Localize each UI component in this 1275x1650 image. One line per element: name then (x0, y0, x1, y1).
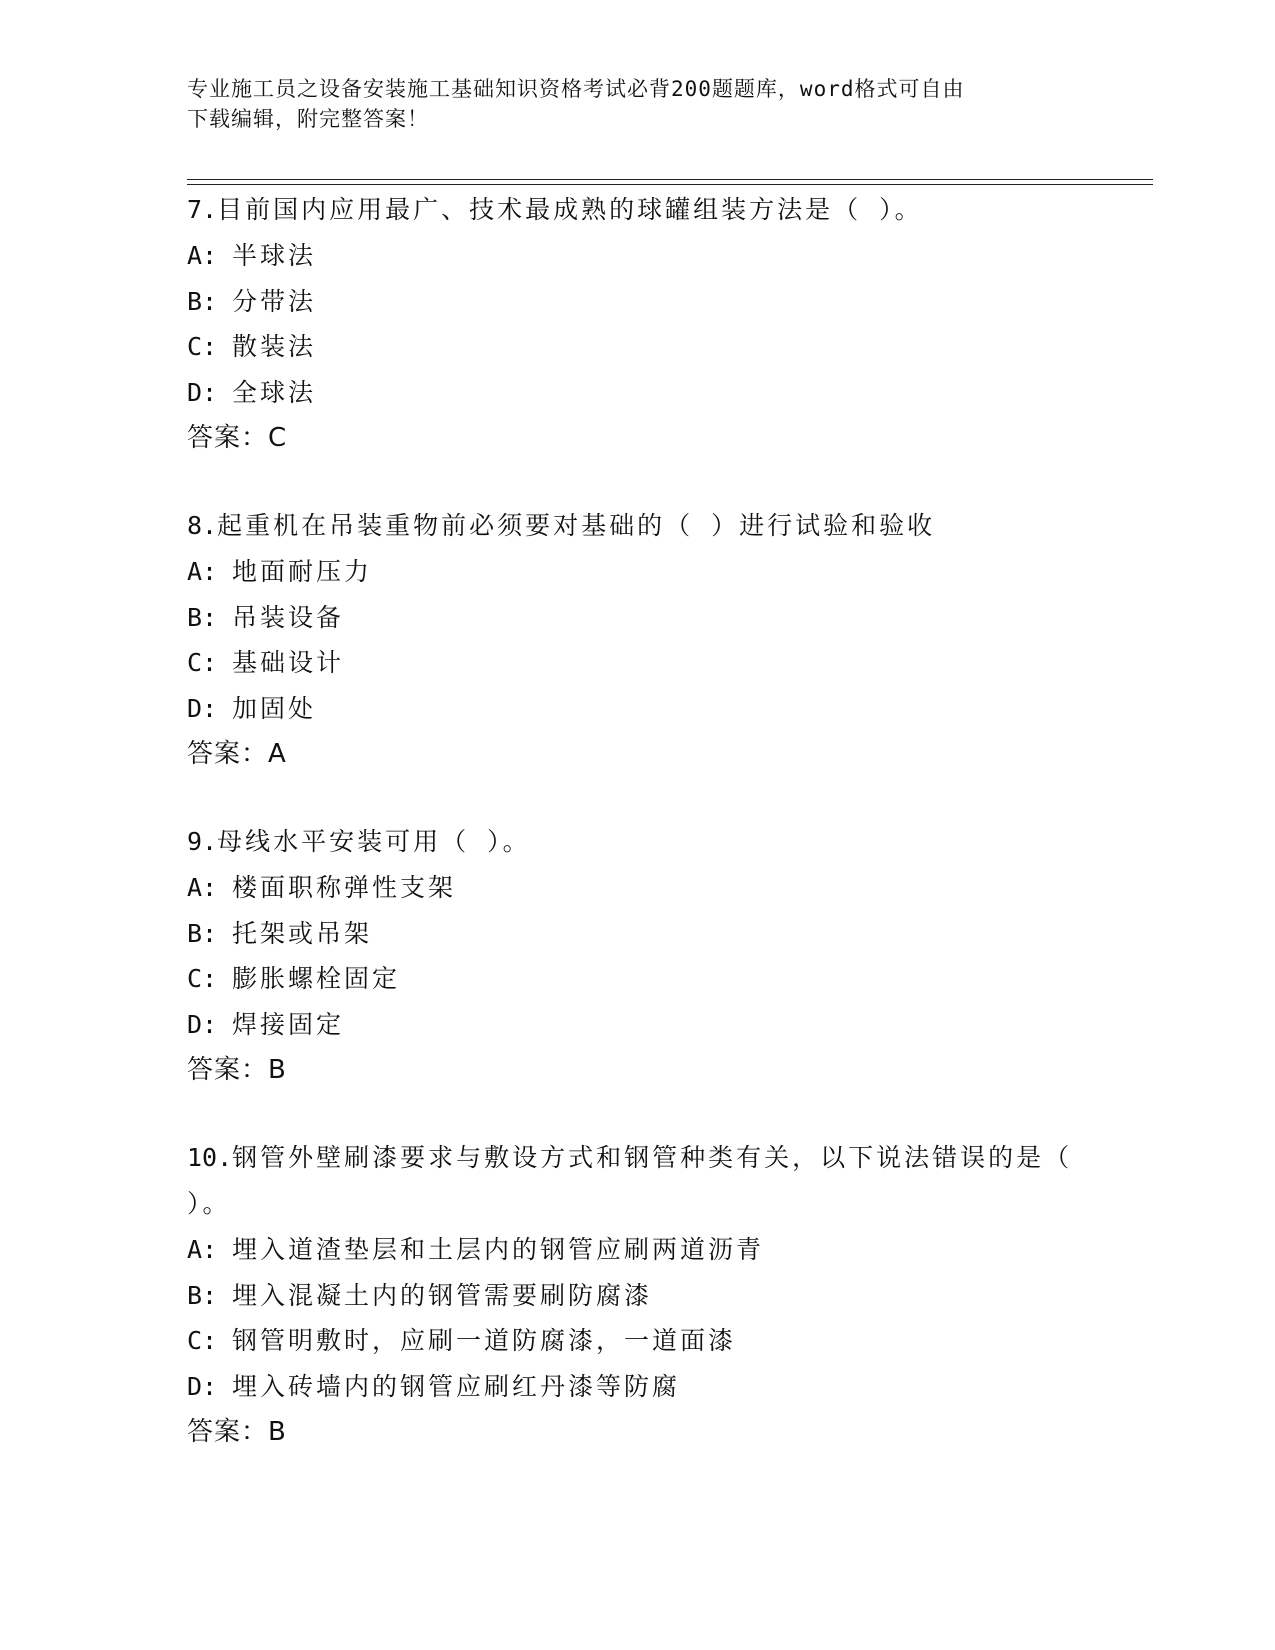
question-number: 10. (187, 1143, 233, 1172)
answer-value: A (268, 739, 287, 769)
option-key: C: (187, 1326, 218, 1355)
question-7 (187, 187, 1087, 461)
option-text: 基础设计 (232, 648, 345, 677)
answer-label: 答案： (187, 1055, 269, 1085)
option-text: 半球法 (232, 241, 317, 270)
option-text: 地面耐压力 (232, 557, 373, 586)
option-d (187, 370, 1087, 416)
option-key: A: (187, 557, 218, 586)
option-key: A: (187, 241, 218, 270)
answer-label: 答案： (187, 1417, 269, 1447)
header-divider-top (187, 179, 1153, 180)
option-key: B: (187, 918, 218, 948)
question-stem: 目前国内应用最广、技术最成熟的球罐组装方法是（ ）。 (217, 195, 923, 224)
option-text: 埋入砖墙内的钢管应刷红丹漆等防腐 (232, 1371, 681, 1401)
option-key: C: (187, 332, 218, 361)
question-number: 8. (187, 511, 218, 540)
option-b (187, 911, 1087, 957)
option-key: D: (187, 377, 218, 407)
header-line-1: 专业施工员之设备安装施工基础知识资格考试必背200题题库，word格式可自由 (187, 77, 965, 101)
question-text (187, 819, 1087, 865)
option-c (187, 324, 1087, 370)
question-9 (187, 819, 1087, 1093)
document-header (187, 74, 1067, 134)
option-d (187, 686, 1087, 732)
option-d (187, 1364, 1087, 1410)
question-list (187, 187, 1087, 1497)
option-text: 托架或吊架 (232, 918, 373, 948)
question-number: 9. (187, 827, 218, 856)
option-b (187, 279, 1087, 325)
option-text: 全球法 (232, 377, 317, 407)
question-stem: 起重机在吊装重物前必须要对基础的（ ）进行试验和验收 (217, 511, 936, 540)
option-key: C: (187, 964, 218, 993)
option-text: 焊接固定 (232, 1009, 345, 1039)
option-key: B: (187, 602, 218, 632)
option-text: 吊装设备 (232, 602, 345, 632)
question-number: 7. (187, 195, 218, 224)
question-stem: 母线水平安装可用（ ）。 (217, 827, 531, 856)
question-text (187, 503, 1087, 549)
answer-line (187, 1409, 1087, 1455)
option-text: 埋入道渣垫层和土层内的钢管应刷两道沥青 (232, 1235, 765, 1264)
option-key: B: (187, 286, 218, 316)
option-text: 埋入混凝土内的钢管需要刷防腐漆 (232, 1280, 653, 1310)
option-key: C: (187, 648, 218, 677)
option-text: 膨胀螺栓固定 (232, 964, 401, 993)
option-d (187, 1002, 1087, 1048)
header-divider-bottom (187, 184, 1153, 185)
answer-line (187, 415, 1087, 461)
option-a (187, 1227, 1087, 1273)
question-text (187, 187, 1087, 233)
answer-label: 答案： (187, 423, 269, 453)
answer-value: B (268, 1417, 287, 1447)
answer-value: C (268, 423, 288, 453)
option-text: 分带法 (232, 286, 317, 316)
option-b (187, 595, 1087, 641)
option-c (187, 956, 1087, 1002)
option-key: B: (187, 1280, 218, 1310)
answer-line (187, 731, 1087, 777)
question-10 (187, 1135, 1087, 1455)
option-c (187, 1318, 1087, 1364)
header-line-2: 下载编辑，附完整答案！ (187, 107, 429, 131)
option-key: A: (187, 873, 218, 902)
option-a (187, 549, 1087, 595)
option-c (187, 640, 1087, 686)
answer-value: B (268, 1055, 287, 1085)
option-a (187, 233, 1087, 279)
option-a (187, 865, 1087, 911)
option-key: D: (187, 1371, 218, 1401)
option-key: D: (187, 1009, 218, 1039)
answer-label: 答案： (187, 739, 269, 769)
question-8 (187, 503, 1087, 777)
option-text: 加固处 (232, 693, 317, 723)
question-stem: 钢管外壁刷漆要求与敷设方式和钢管种类有关，以下说法错误的是（ ）。 (187, 1143, 1073, 1218)
option-key: D: (187, 693, 218, 723)
option-text: 钢管明敷时，应刷一道防腐漆，一道面漆 (232, 1326, 737, 1355)
question-text (187, 1135, 1087, 1227)
answer-line (187, 1047, 1087, 1093)
option-text: 散装法 (232, 332, 317, 361)
option-text: 楼面职称弹性支架 (232, 873, 457, 902)
option-b (187, 1273, 1087, 1319)
option-key: A: (187, 1235, 218, 1264)
